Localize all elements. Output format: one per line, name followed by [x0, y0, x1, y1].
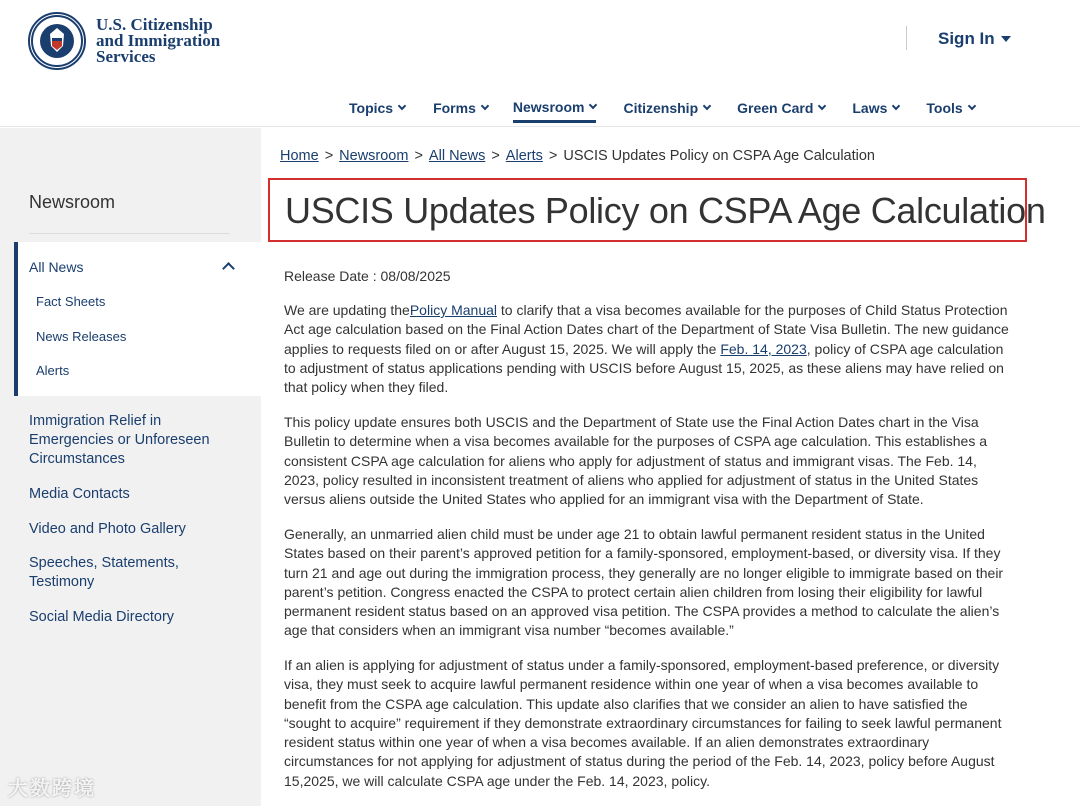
- breadcrumb-alerts[interactable]: Alerts: [505, 148, 543, 164]
- policy-manual-link[interactable]: Policy Manual: [409, 302, 497, 318]
- nav-citizenship[interactable]: [623, 93, 710, 123]
- nav-laws[interactable]: [852, 93, 899, 123]
- header-divider: [906, 26, 907, 50]
- chevron-down-icon: [589, 100, 597, 108]
- agency-line-1: U.S. Citizenship: [96, 15, 213, 34]
- paragraph-text: We are updating the: [284, 302, 410, 318]
- dhs-seal-icon: [28, 12, 86, 70]
- sidebar-item-fact-sheets[interactable]: Fact Sheets: [36, 294, 106, 309]
- nav-topics[interactable]: [349, 93, 405, 123]
- agency-line-3: Services: [96, 47, 156, 66]
- nav-label: Citizenship: [623, 100, 699, 116]
- nav-tools[interactable]: [926, 93, 974, 123]
- sidebar-item-video-photo-gallery[interactable]: Video and Photo Gallery: [29, 521, 186, 537]
- breadcrumb-current: USCIS Updates Policy on CSPA Age Calculation: [563, 148, 875, 164]
- release-date: [284, 268, 451, 284]
- chevron-down-icon: [967, 102, 975, 110]
- nav-label: Topics: [349, 100, 394, 116]
- sidebar-group-all-news: [14, 242, 261, 396]
- sidebar-item-alerts[interactable]: Alerts: [36, 363, 70, 378]
- nav-label: Laws: [852, 100, 888, 116]
- sidebar-item-speeches[interactable]: Speeches, Statements, Testimony: [29, 555, 179, 590]
- main-nav: [349, 93, 975, 123]
- chevron-down-icon: [818, 102, 826, 110]
- sidebar-divider: [29, 233, 230, 234]
- release-date-label: Release Date :: [284, 268, 381, 284]
- nav-newsroom[interactable]: [513, 93, 597, 123]
- agency-line-2: and Immigration: [96, 31, 221, 50]
- nav-label: Tools: [926, 100, 963, 116]
- sidebar-item-news-releases[interactable]: News Releases: [36, 329, 127, 344]
- sidebar-item-social-media[interactable]: Social Media Directory: [29, 609, 175, 625]
- sign-in-button[interactable]: [938, 29, 1011, 49]
- agency-name: [96, 17, 220, 65]
- release-date-value: 08/08/2025: [380, 268, 451, 284]
- article-paragraph-4: If an alien is applying for adjustment of status under a family-sponsored, employment-based preference, or diversity visa, they must seek to acquire lawful permanent residence within one year of when a visa becomes available to benefit from the CSPA age calculation. This update also clarifies that we consider an alien to have satisfied the “sought to acquire” requirement if they demonstrate extraordinary circumstances for failing to seek lawful permanent resident status within one year of when a visa becomes available. If an alien demonstrates extraordinary circumstances for not applying for adjustment of status during the period of the Feb. 14, 2023, policy before August 15,2025, we will calculate CSPA age under the Feb. 14, 2023, policy.: [284, 657, 1002, 789]
- breadcrumb-separator: >: [548, 148, 558, 164]
- nav-green-card[interactable]: [737, 93, 825, 123]
- chevron-up-icon[interactable]: [222, 262, 235, 275]
- breadcrumb-separator: >: [491, 148, 500, 164]
- uscis-logo[interactable]: [28, 12, 220, 70]
- breadcrumb-separator: >: [324, 148, 334, 164]
- breadcrumb-home[interactable]: Home: [280, 148, 319, 164]
- breadcrumb-separator: >: [414, 148, 423, 164]
- breadcrumb-all-news[interactable]: All News: [428, 148, 486, 164]
- page-title: USCIS Updates Policy on CSPA Age Calculation: [285, 190, 1046, 231]
- watermark: 大数跨境: [8, 778, 96, 800]
- nav-label: Newsroom: [512, 98, 585, 115]
- nav-label: Forms: [433, 100, 476, 116]
- chevron-down-icon: [481, 102, 489, 110]
- sidebar-item-media-contacts[interactable]: Media Contacts: [29, 486, 130, 502]
- breadcrumb-newsroom[interactable]: Newsroom: [339, 148, 409, 164]
- chevron-down-icon: [892, 102, 900, 110]
- article-paragraph-2: This policy update ensures both USCIS and the Department of State use the Final Action Dates chart in the Visa Bulletin to determine when a visa becomes available for the purposes of CSPA age calculation. This establishes a consistent CSPA age calculation for aliens who apply for adjustment of status and immigrant visas. The Feb. 14, 2023, policy resulted in inconsistent treatment of aliens who applied for adjustment of status in the United States versus aliens outside the United States who applied for an immigrant visa with the Department of State.: [284, 414, 987, 508]
- sidebar-item-all-news[interactable]: All News: [29, 259, 84, 275]
- breadcrumb: [280, 148, 875, 164]
- nav-label: Green Card: [737, 100, 814, 116]
- nav-forms[interactable]: [433, 93, 488, 123]
- chevron-down-icon: [703, 102, 711, 110]
- sidebar-item-immigration-relief[interactable]: Immigration Relief in Emergencies or Unforeseen Circumstances: [29, 413, 210, 467]
- feb-14-2023-link[interactable]: Feb. 14, 2023: [720, 340, 807, 357]
- paragraph-text: , policy of CSPA age calculation to adjustment of status applications pending with USCIS before August 15, 2025, as these aliens may have relied on that policy when they filed.: [284, 340, 1004, 396]
- article-paragraph-3: Generally, an unmarried alien child must be under age 21 to obtain lawful permanent resident status in the United States based on their parent’s approved petition for a family-sponsored, employment-based, or diversity visa. If they turn 21 and age out during the immigration process, they generally are no longer eligible to immigrate based on their parent’s petition. Congress enacted the CSPA to protect certain alien children from losing their eligibility for lawful permanent resident status based on an approved visa petition. The CSPA provides a method to calculate the alien’s age that considers when an immigrant visa number “becomes available.”: [284, 526, 1004, 639]
- article-paragraph-1: [284, 301, 1014, 397]
- site-header: [0, 0, 1080, 127]
- paragraph-text: to clarify that a visa becomes available for the purposes of Child Status Protection Act age calculation based on the Final Action Dates chart of the Department of State Visa Bulletin. The new guidance applies to requests filed on or after August 15, 2025. We will apply the: [284, 302, 1009, 357]
- sidebar-title: Newsroom: [29, 192, 116, 212]
- caret-down-icon: [1001, 36, 1011, 42]
- sidebar: [0, 128, 261, 806]
- sign-in-label: Sign In: [938, 29, 995, 48]
- chevron-down-icon: [398, 102, 406, 110]
